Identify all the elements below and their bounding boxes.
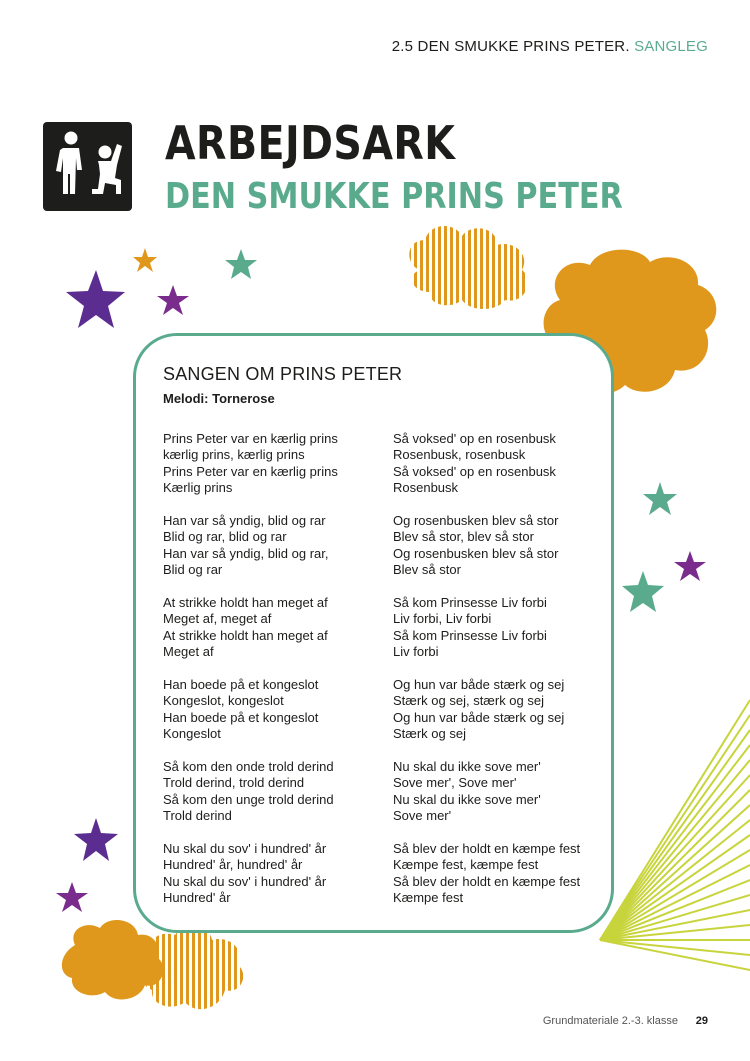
- verse-line: Kærlig prins: [163, 480, 233, 496]
- verse-line: Og hun var både stærk og sej: [393, 677, 565, 693]
- verse-line: Så blev der holdt en kæmpe fest: [393, 873, 581, 889]
- verse-line: Og rosenbusken blev så stor: [393, 513, 559, 529]
- verse-line: Så kom den onde trold derind: [163, 759, 334, 775]
- verse-line: Hundred' år: [163, 890, 231, 906]
- verse-line: Sove mer': [393, 808, 452, 824]
- verse-line: At strikke holdt han meget af: [163, 595, 328, 611]
- verse: [393, 677, 613, 743]
- page-number: 29: [695, 1015, 708, 1027]
- verse-line: Sove mer', Sove mer': [393, 775, 517, 791]
- verse-line: Liv forbi, Liv forbi: [393, 611, 492, 627]
- star-icon: [133, 248, 157, 272]
- category-label: SANGLEG: [629, 38, 708, 55]
- verse: [393, 841, 613, 907]
- verse-line: Stærk og sej: [393, 726, 466, 742]
- verse-line: Så blev der holdt en kæmpe fest: [393, 841, 581, 857]
- verse-line: Nu skal du sov' i hundred' år: [163, 873, 327, 889]
- verse: [393, 513, 613, 579]
- verse-line: kærlig prins, kærlig prins: [163, 447, 305, 463]
- star-icon: [622, 571, 664, 612]
- verse-line: Meget af: [163, 644, 214, 660]
- verse-line: Nu skal du sov' i hundred' år: [163, 841, 327, 857]
- verse-line: Han var så yndig, blid og rar,: [163, 545, 329, 561]
- verses-right-column: [393, 431, 613, 923]
- verse: [163, 595, 383, 661]
- star-icon: [74, 818, 118, 861]
- verse: [163, 431, 383, 497]
- star-icon: [674, 551, 706, 581]
- verse-line: Nu skal du ikke sove mer': [393, 791, 541, 807]
- star-icon: [56, 882, 88, 912]
- verse-line: Trold derind: [163, 808, 232, 824]
- song-title: SANGEN OM PRINS PETER: [163, 364, 403, 384]
- verse-line: Prins Peter var en kærlig prins: [163, 431, 338, 446]
- verse-line: Meget af, meget af: [163, 611, 272, 627]
- verse-line: Blid og rar, blid og rar: [163, 529, 287, 545]
- verse-line: Han boede på et kongeslot: [163, 709, 319, 725]
- verse-line: Trold derind, trold derind: [163, 775, 305, 791]
- page-title: ARBEJDSARK: [165, 116, 456, 170]
- melody-label: Melodi: Tornerose: [163, 391, 275, 406]
- star-icon: [157, 285, 189, 315]
- footer-text: Grundmateriale 2.-3. klasse: [542, 1015, 678, 1027]
- page-subtitle: DEN SMUKKE PRINS PETER: [165, 176, 623, 217]
- verse-line: Så kom Prinsesse Liv forbi: [393, 595, 547, 611]
- cloud-icon: [409, 226, 528, 309]
- verse-line: Kongeslot, kongeslot: [163, 693, 284, 709]
- sunburst-icon: [600, 700, 750, 970]
- verse-line: Blev så stor, blev så stor: [393, 529, 534, 545]
- verse-line: Rosenbusk, rosenbusk: [393, 447, 526, 463]
- verse-line: Blev så stor: [393, 562, 461, 578]
- star-icon: [66, 270, 125, 328]
- verse-line: Blid og rar: [163, 562, 223, 578]
- verse-line: At strikke holdt han meget af: [163, 627, 328, 643]
- verse-line: Stærk og sej, stærk og sej: [393, 693, 544, 709]
- verse-line: Nu skal du ikke sove mer': [393, 759, 541, 775]
- verse-line: Og hun var både stærk og sej: [393, 709, 565, 725]
- verse-line: Kæmpe fest, kæmpe fest: [393, 857, 539, 873]
- section-label: 2.5 DEN SMUKKE PRINS PETER.: [391, 38, 630, 55]
- verse: [393, 431, 613, 497]
- verse-line: Så voksed' op en rosenbusk: [393, 431, 556, 446]
- verse-line: Kæmpe fest: [393, 890, 464, 906]
- verse-line: Kongeslot: [163, 726, 221, 742]
- verse-line: Liv forbi: [393, 644, 439, 660]
- star-icon: [643, 482, 677, 515]
- verse: [163, 513, 383, 579]
- verse-line: Så kom den unge trold derind: [163, 791, 334, 807]
- verse-line: Prins Peter var en kærlig prins: [163, 463, 338, 479]
- verse-line: Så kom Prinsesse Liv forbi: [393, 627, 547, 643]
- verse-line: Han var så yndig, blid og rar: [163, 513, 326, 529]
- verse-line: Hundred' år, hundred' år: [163, 857, 303, 873]
- verse: [393, 759, 613, 825]
- verse: [393, 595, 613, 661]
- verse-line: Og rosenbusken blev så stor: [393, 545, 559, 561]
- verses-left-column: [163, 431, 383, 923]
- verse-line: Han boede på et kongeslot: [163, 677, 319, 693]
- verse: [163, 677, 383, 743]
- verse: [163, 759, 383, 825]
- verse-line: Så voksed' op en rosenbusk: [393, 463, 556, 479]
- verse-line: Rosenbusk: [393, 480, 459, 496]
- star-icon: [225, 249, 257, 279]
- verse: [163, 841, 383, 907]
